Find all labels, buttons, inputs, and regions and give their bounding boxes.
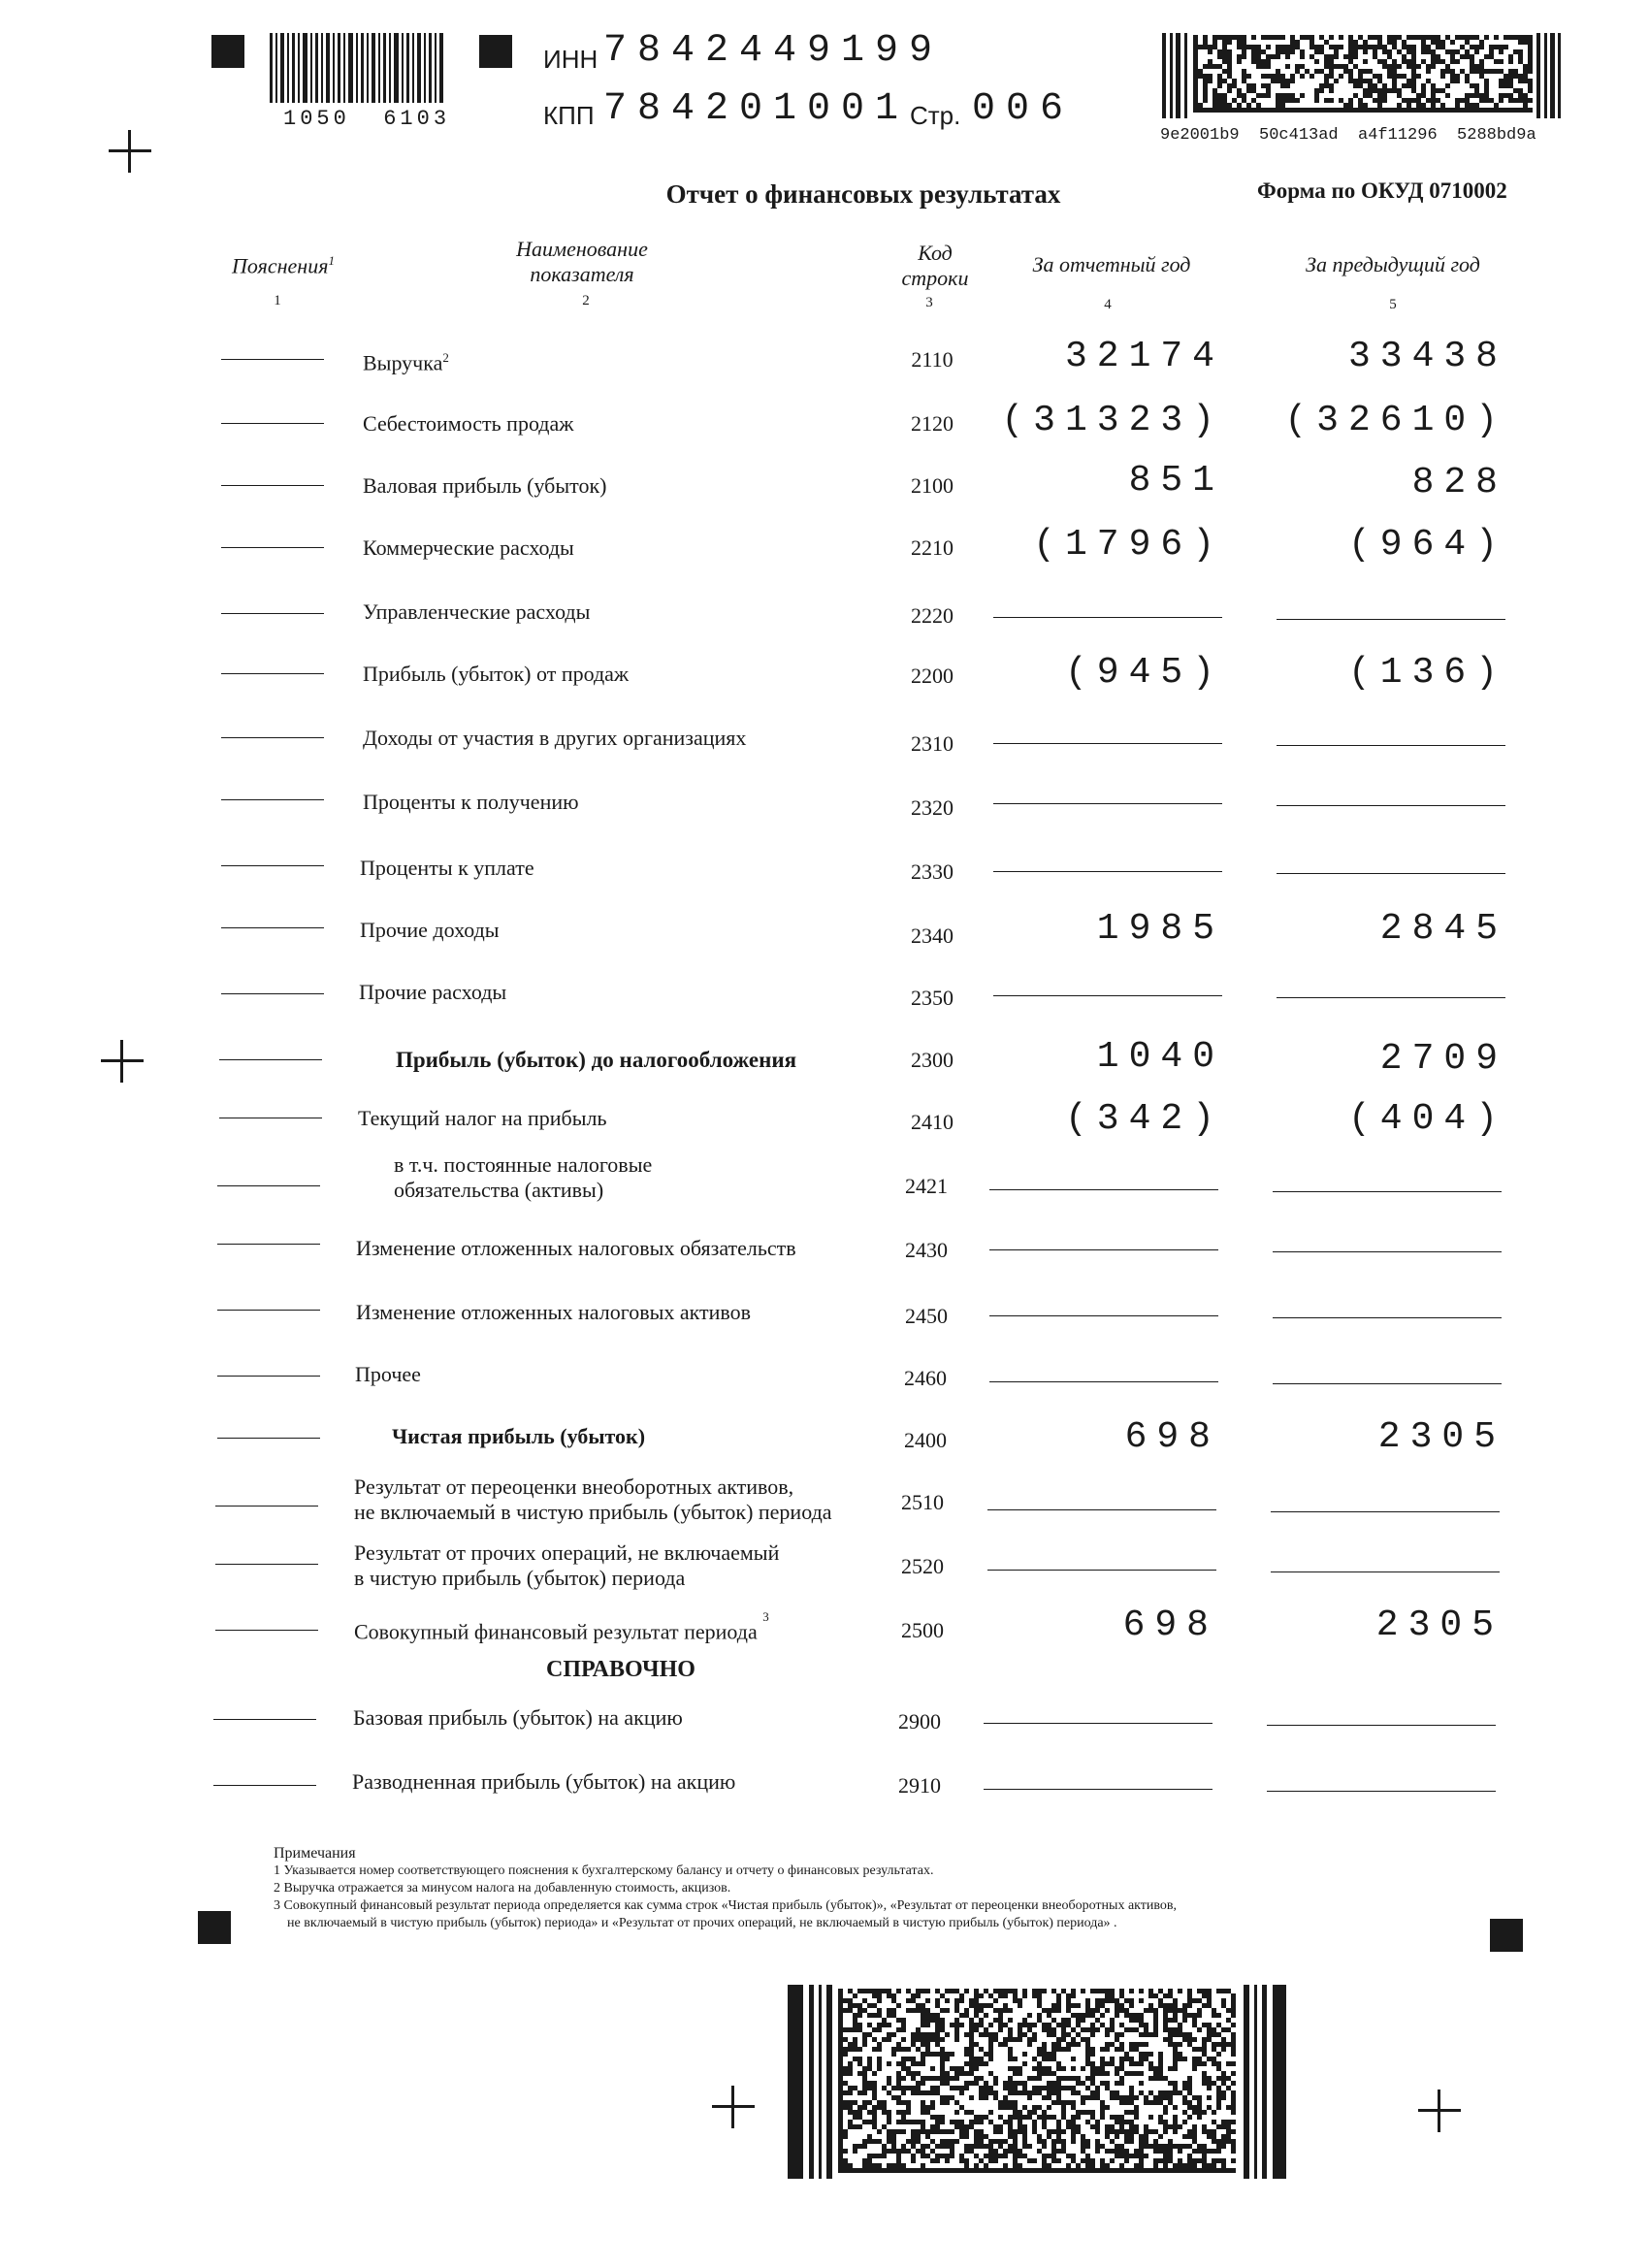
corner-mark-bottom-right [1490, 1919, 1523, 1952]
okud-form-code: Форма по ОКУД 0710002 [1257, 178, 1507, 203]
notes-cell [221, 359, 324, 360]
table-row [0, 980, 1649, 1028]
line-code: 2421 [905, 1174, 948, 1198]
page-value: 006 [972, 87, 1075, 131]
previous-year-value: (404) [1347, 1098, 1507, 1140]
table-row [0, 1098, 1649, 1154]
line-code: 2410 [911, 1110, 954, 1134]
corner-mark-top-middle [479, 35, 512, 68]
notes-cell [221, 485, 324, 486]
current-year-value: 1985 [1096, 908, 1224, 950]
line-code: 2460 [904, 1366, 947, 1390]
datamatrix-barcode-icon [1162, 33, 1562, 118]
current-year-value: 851 [1128, 460, 1224, 502]
registration-cross-top-left [109, 130, 151, 173]
line-code: 2100 [911, 473, 954, 498]
current-year-value: (945) [1064, 652, 1224, 694]
footnotes-title: Примечания [274, 1845, 356, 1862]
line-code: 2210 [911, 535, 954, 560]
previous-year-value: 33438 [1347, 336, 1507, 377]
current-year-blank [989, 1189, 1218, 1190]
current-year-blank [989, 1381, 1218, 1382]
column-number-4: 4 [1104, 297, 1112, 312]
current-year-blank [993, 617, 1222, 618]
table-row [0, 1300, 1649, 1348]
table-row [0, 1705, 1649, 1754]
indicator-name: Совокупный финансовый результат периода $^3$ [354, 1609, 769, 1644]
indicator-name: Результат от прочих операций, не включаемый в чистую прибыль (убыток) периода [354, 1540, 780, 1590]
previous-year-blank [1277, 805, 1505, 806]
previous-year-blank [1273, 1317, 1502, 1318]
line-code: 2500 [901, 1618, 944, 1642]
corner-mark-top-left [211, 35, 244, 68]
document-hash: 9e2001b9 50c413ad a4f11296 5288bd9a [1160, 126, 1536, 145]
column-number-5: 5 [1389, 297, 1397, 312]
notes-cell [217, 1438, 320, 1439]
registration-cross-bottom-middle [712, 2086, 755, 2128]
inn-label: ИНН [543, 45, 598, 74]
footnotes [274, 1845, 1177, 1932]
kpp-label: КПП [543, 101, 595, 130]
column-header-notes: Пояснения$^1$ [232, 253, 335, 278]
indicator-name: Чистая прибыль (убыток) [392, 1424, 646, 1448]
current-year-value: (342) [1064, 1098, 1224, 1140]
kpp-value: 784201001 [603, 87, 910, 131]
indicator-name: Проценты к получению [363, 790, 579, 814]
indicator-name: Прочее [355, 1362, 421, 1386]
footnote-3-continued: не включаемый в чистую прибыль (убыток) периода» и «Результат от прочих операций, не включаемый в чистую прибыль (убыток) периода» . [287, 1916, 1117, 1930]
bottom-datamatrix-barcode-icon [788, 1985, 1286, 2179]
current-year-blank [989, 1315, 1218, 1316]
table-row [0, 1236, 1649, 1284]
column-number-3: 3 [925, 295, 933, 310]
line-code: 2400 [904, 1428, 947, 1452]
line-code: 2320 [911, 795, 954, 820]
column-number-1: 1 [274, 293, 281, 308]
table-row [0, 599, 1649, 648]
indicator-name: Базовая прибыль (убыток) на акцию [353, 1705, 683, 1730]
notes-cell [215, 1630, 318, 1631]
line-code: 2300 [911, 1048, 954, 1072]
previous-year-value: 2305 [1377, 1416, 1505, 1458]
barcode-number: 1050 6103 [283, 107, 451, 131]
line-code: 2520 [901, 1554, 944, 1578]
table-row [0, 1152, 1649, 1215]
previous-year-blank [1267, 1725, 1496, 1726]
indicator-name: Проценты к уплате [360, 856, 534, 880]
notes-cell [213, 1785, 316, 1786]
table-row [0, 1416, 1649, 1473]
table-row [0, 1540, 1649, 1601]
current-year-blank [984, 1789, 1212, 1790]
previous-year-blank [1277, 873, 1505, 874]
previous-year-blank [1277, 745, 1505, 746]
current-year-blank [993, 803, 1222, 804]
current-year-value: (31323) [1001, 400, 1224, 441]
indicator-name: Прочие доходы [360, 918, 500, 942]
line-code: 2120 [911, 411, 954, 436]
current-year-blank [993, 871, 1222, 872]
table-row [0, 726, 1649, 774]
line-code: 2310 [911, 731, 954, 756]
current-year-blank [989, 1249, 1218, 1250]
previous-year-value: 2709 [1379, 1038, 1507, 1080]
previous-year-blank [1273, 1191, 1502, 1192]
previous-year-blank [1273, 1251, 1502, 1252]
footnote-2: 2 Выручка отражается за минусом налога на добавленную стоимость, акцизов. [274, 1881, 731, 1895]
previous-year-blank [1273, 1383, 1502, 1384]
notes-cell [217, 1310, 320, 1311]
table-row [0, 460, 1649, 520]
indicator-name: Изменение отложенных налоговых активов [356, 1300, 752, 1324]
previous-year-value: (136) [1347, 652, 1507, 694]
column-header-indicator: Наименование показателя [516, 237, 648, 286]
notes-cell [215, 1564, 318, 1565]
indicator-name: Текущий налог на прибыль [358, 1106, 607, 1130]
report-title: Отчет о финансовых результатах [665, 179, 1061, 209]
notes-cell [221, 613, 324, 614]
column-header-code: Код строки [901, 241, 969, 290]
line-code: 2900 [898, 1709, 941, 1733]
current-year-value: (1796) [1033, 524, 1224, 566]
notes-cell [217, 1185, 320, 1186]
table-row [0, 1769, 1649, 1818]
inn-value: 7842449199 [603, 29, 944, 73]
page-label: Стр. [910, 101, 961, 130]
column-header-current-year: За отчетный год [1032, 252, 1191, 276]
previous-year-value: (964) [1347, 524, 1507, 566]
current-year-value: 698 [1122, 1604, 1218, 1646]
notes-cell [217, 1244, 320, 1245]
indicator-name: Доходы от участия в других организациях [363, 726, 747, 750]
indicator-name: Управленческие расходы [363, 599, 591, 624]
current-year-blank [987, 1509, 1216, 1510]
notes-cell [221, 865, 324, 866]
indicator-name: Коммерческие расходы [363, 535, 574, 560]
notes-cell [221, 799, 324, 800]
indicator-name: Валовая прибыль (убыток) [363, 473, 607, 498]
column-header-previous-year: За предыдущий год [1306, 252, 1480, 276]
line-code: 2350 [911, 986, 954, 1010]
indicator-name: Прибыль (убыток) до налогообложения [396, 1048, 797, 1072]
footnote-3: 3 Совокупный финансовый результат периода определяется как сумма строк «Чистая прибыль (убыток)», «Результат от переоценки внеоборотных активов, [274, 1898, 1178, 1913]
notes-cell [219, 1059, 322, 1060]
previous-year-value: 2845 [1379, 908, 1507, 950]
current-year-value: 32174 [1064, 336, 1224, 377]
line-code: 2110 [911, 347, 954, 372]
current-year-blank [987, 1570, 1216, 1571]
table-row [0, 1036, 1649, 1096]
notes-cell [221, 673, 324, 674]
notes-cell [217, 1376, 320, 1377]
registration-cross-bottom-right [1418, 2090, 1461, 2132]
table-row [0, 1362, 1649, 1410]
table-row [0, 856, 1649, 904]
line-code: 2450 [905, 1304, 948, 1328]
line-code: 2200 [911, 664, 954, 688]
indicator-name: Себестоимость продаж [363, 411, 574, 436]
table-row [0, 336, 1649, 394]
previous-year-value: 828 [1411, 462, 1507, 503]
notes-cell [221, 423, 324, 424]
notes-cell [215, 1506, 318, 1507]
reference-heading: СПРАВОЧНО [546, 1657, 695, 1682]
table-row [0, 652, 1649, 708]
column-number-2: 2 [582, 293, 590, 308]
indicator-name: Разводненная прибыль (убыток) на акцию [352, 1769, 736, 1794]
indicator-name: Выручка$^2$ [363, 350, 449, 375]
line-code: 2220 [911, 603, 954, 628]
previous-year-blank [1267, 1791, 1496, 1792]
footnote-1: 1 Указывается номер соответствующего пояснения к бухгалтерскому балансу и отчету о финансовых результатах. [274, 1863, 934, 1878]
table-row [0, 524, 1649, 582]
line-code: 2340 [911, 923, 954, 948]
previous-year-blank [1277, 997, 1505, 998]
previous-year-value: 2305 [1375, 1604, 1504, 1646]
line-code: 2910 [898, 1773, 941, 1798]
previous-year-blank [1271, 1571, 1500, 1572]
table-row [0, 790, 1649, 838]
current-year-value: 1040 [1096, 1036, 1224, 1078]
notes-cell [221, 993, 324, 994]
current-year-blank [993, 743, 1222, 744]
table-row [0, 908, 1649, 966]
corner-mark-bottom-left [198, 1911, 231, 1944]
table-row [0, 1604, 1649, 1663]
previous-year-blank [1271, 1511, 1500, 1512]
current-year-blank [984, 1723, 1212, 1724]
current-year-blank [993, 995, 1222, 996]
indicator-name: Изменение отложенных налоговых обязательств [356, 1236, 796, 1260]
table-row [0, 400, 1649, 458]
indicator-name: в т.ч. постоянные налоговые обязательства (активы) [394, 1152, 653, 1202]
previous-year-value: (32610) [1284, 400, 1507, 441]
notes-cell [221, 927, 324, 928]
line-code: 2430 [905, 1238, 948, 1262]
indicator-name: Прочие расходы [359, 980, 507, 1004]
indicator-name: Прибыль (убыток) от продаж [363, 662, 630, 686]
notes-cell [221, 547, 324, 548]
table-row [0, 1474, 1649, 1535]
notes-cell [213, 1719, 316, 1720]
current-year-value: 698 [1124, 1416, 1220, 1458]
previous-year-blank [1277, 619, 1505, 620]
line-code: 2510 [901, 1490, 944, 1514]
linear-barcode-icon [270, 33, 444, 103]
line-code: 2330 [911, 859, 954, 884]
notes-cell [221, 737, 324, 738]
indicator-name: Результат от переоценки внеоборотных активов, не включаемый в чистую прибыль (убыток) периода [354, 1474, 832, 1524]
